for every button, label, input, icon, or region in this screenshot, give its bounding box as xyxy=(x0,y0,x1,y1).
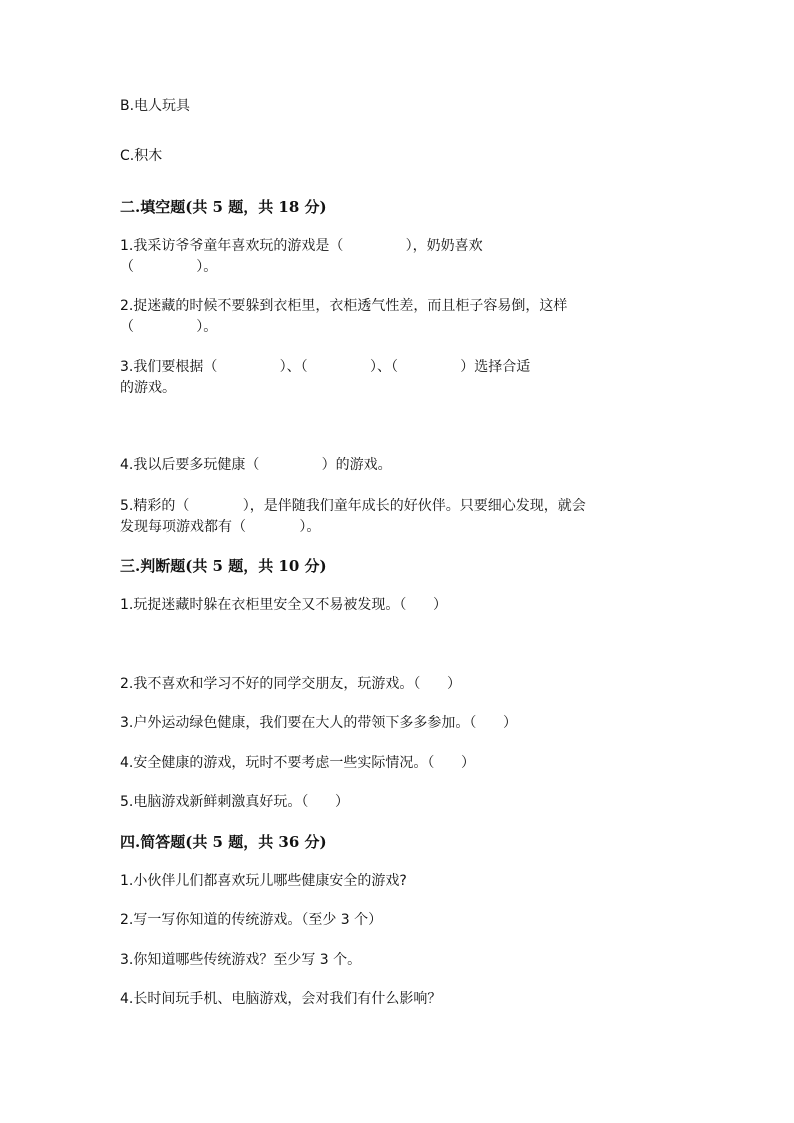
sa-q2: 2.写一写你知道的传统游戏。（至少 3 个） xyxy=(120,912,383,928)
fill-q3-line1: 3.我们要根据（ ）、（ ）、（ ）选择合适 xyxy=(120,359,531,375)
fill-q5-line2: 发现每项游戏都有（ ）。 xyxy=(120,519,321,535)
sa-q1: 1.小伙伴儿们都喜欢玩儿哪些健康安全的游戏? xyxy=(120,873,407,889)
option-c: C.积木 xyxy=(120,148,163,164)
fill-q2-line2: （ ）。 xyxy=(120,319,218,335)
true-false-heading: 三.判断题(共 5 题，共 10 分) xyxy=(120,557,327,575)
fill-q1-line2: （ ）。 xyxy=(120,259,218,275)
tf-q3: 3.户外运动绿色健康，我们要在大人的带领下多多参加。（ ） xyxy=(120,715,518,731)
tf-q1: 1.玩捉迷藏时躲在衣柜里安全又不易被发现。（ ） xyxy=(120,597,448,613)
fill-q4: 4.我以后要多玩健康（ ）的游戏。 xyxy=(120,457,392,473)
fill-q1-line1: 1.我采访爷爷童年喜欢玩的游戏是（ ），奶奶喜欢 xyxy=(120,238,483,254)
tf-q2: 2.我不喜欢和学习不好的同学交朋友，玩游戏。（ ） xyxy=(120,676,462,692)
fill-q5-line1: 5.精彩的（ ），是伴随我们童年成长的好伙伴。只要细心发现，就会 xyxy=(120,498,586,514)
short-answer-heading: 四.简答题(共 5 题，共 36 分) xyxy=(120,833,327,851)
sa-q4: 4.长时间玩手机、电脑游戏，会对我们有什么影响？ xyxy=(120,991,442,1007)
option-b: B.电人玩具 xyxy=(120,98,191,114)
tf-q4: 4.安全健康的游戏，玩时不要考虑一些实际情况。（ ） xyxy=(120,755,476,771)
tf-q5: 5.电脑游戏新鲜刺激真好玩。（ ） xyxy=(120,794,350,810)
fill-q2-line1: 2.捉迷藏的时候不要躲到衣柜里，衣柜透气性差，而且柜子容易倒，这样 xyxy=(120,298,568,314)
sa-q3: 3.你知道哪些传统游戏？至少写 3 个。 xyxy=(120,952,362,968)
fill-q3-line2: 的游戏。 xyxy=(120,380,176,396)
fill-blank-heading: 二.填空题(共 5 题，共 18 分) xyxy=(120,198,327,216)
